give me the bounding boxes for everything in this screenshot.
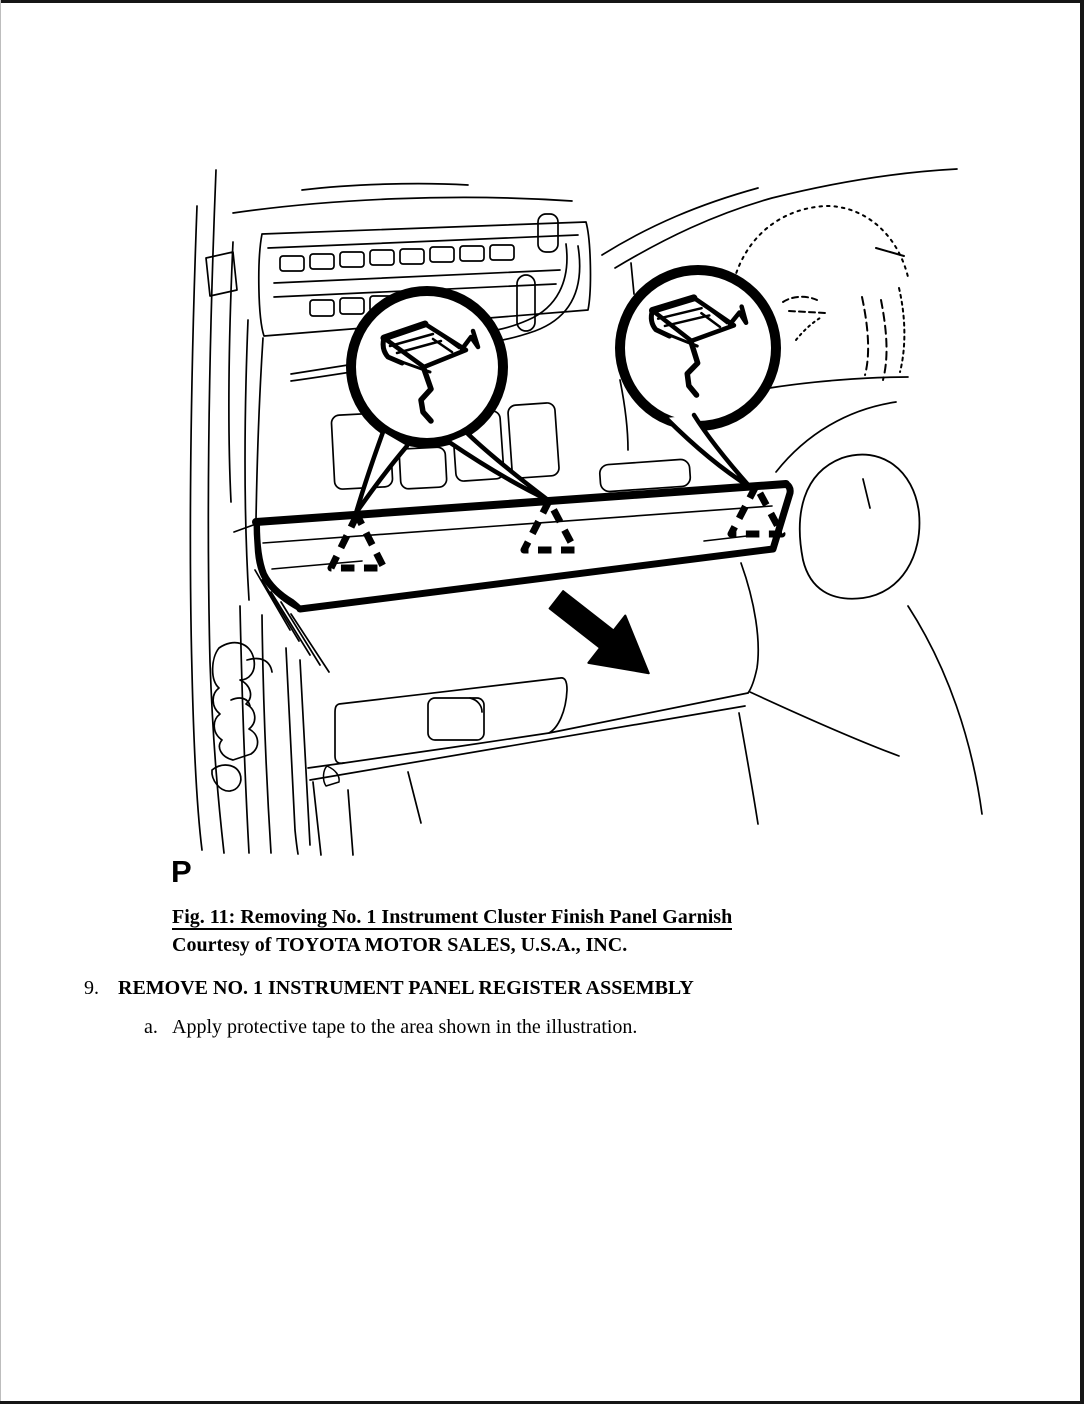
figure-caption	[172, 903, 732, 959]
figure-caption-courtesy: Courtesy of TOYOTA MOTOR SALES, U.S.A., INC.	[172, 934, 628, 956]
substep-text: Apply protective tape to the area shown in the illustration.	[172, 1016, 638, 1038]
figure-panel-label: P	[171, 854, 192, 889]
glove-box	[308, 678, 748, 855]
step-title: REMOVE NO. 1 INSTRUMENT PANEL REGISTER ASSEMBLY	[118, 977, 694, 999]
step-number: 9.	[84, 977, 99, 999]
callout-balloon-right	[620, 270, 776, 487]
figure-caption-title: Fig. 11: Removing No. 1 Instrument Cluster Finish Panel Garnish	[172, 906, 733, 928]
substep-letter: a.	[144, 1016, 158, 1038]
door-trim-lines	[212, 570, 329, 854]
